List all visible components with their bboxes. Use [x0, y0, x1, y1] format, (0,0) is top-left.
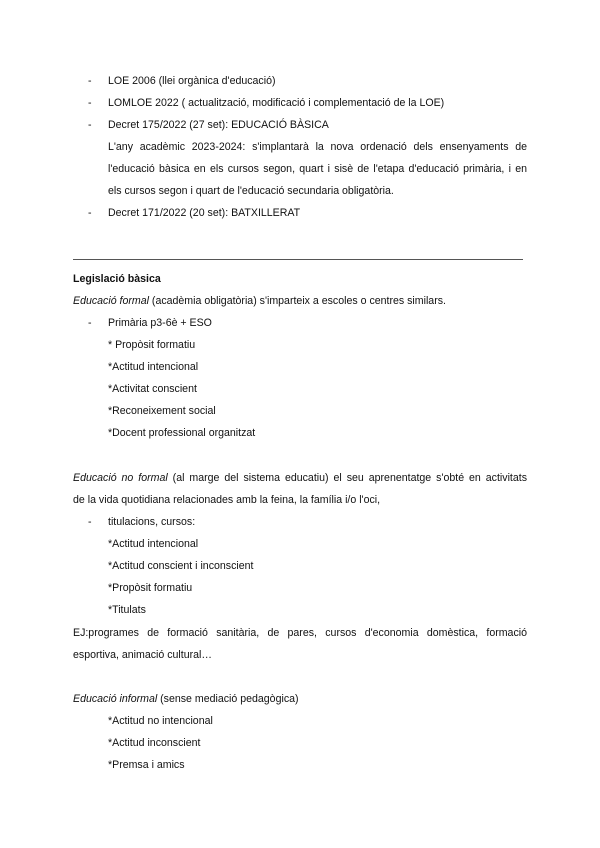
informal-trait: *Premsa i amics — [108, 759, 185, 771]
list-item-decret-171: Decret 171/2022 (20 set): BATXILLERAT — [108, 207, 301, 219]
no-formal-definition — [73, 471, 527, 485]
formal-trait: *Activitat conscient — [108, 383, 197, 395]
list-item-lomloe: LOMLOE 2022 ( actualització, modificació i complementació de la LOE) — [108, 97, 445, 109]
no-formal-trait: *Propòsit formatiu — [108, 582, 193, 594]
horizontal-rule — [73, 259, 523, 260]
informal-trait: *Actitud inconscient — [108, 737, 201, 749]
decret-note-line: l'educació bàsica en els cursos segon, quart i sisè de l'etapa d'educació primària, i en — [108, 163, 527, 175]
list-item-decret-175: Decret 175/2022 (27 set): EDUCACIÓ BÀSICA — [108, 119, 329, 131]
no-formal-trait: *Titulats — [108, 604, 146, 616]
formal-definition — [73, 294, 446, 308]
formal-rest: (acadèmia obligatòria) s'imparteix a escoles o centres similars. — [148, 295, 446, 307]
no-formal-trait: *Actitud intencional — [108, 538, 199, 550]
formal-term: Educació formal — [73, 295, 149, 307]
no-formal-example: esportiva, animació cultural… — [73, 649, 212, 661]
no-formal-term: Educació no formal — [73, 472, 168, 484]
no-formal-trait: *Actitud conscient i inconscient — [108, 560, 254, 572]
list-dash: - — [88, 207, 92, 219]
no-formal-example: EJ:programes de formació sanitària, de pares, cursos d'economia domèstica, formació — [73, 627, 527, 639]
formal-trait: *Actitud intencional — [108, 361, 199, 373]
list-dash: - — [88, 119, 92, 131]
section-heading: Legislació bàsica — [73, 273, 161, 285]
informal-trait: *Actitud no intencional — [108, 715, 213, 727]
formal-item: Primària p3-6è + ESO — [108, 317, 212, 329]
decret-note-line: els cursos segon i quart de l'educació secundaria obligatòria. — [108, 185, 394, 197]
informal-definition — [73, 692, 299, 706]
decret-note-line: L'any acadèmic 2023-2024: s'implantarà la nova ordenació dels ensenyaments de — [108, 141, 527, 153]
no-formal-item: titulacions, cursos: — [108, 516, 196, 528]
list-dash: - — [88, 317, 92, 329]
no-formal-line2: de la vida quotidiana relacionades amb la feina, la família i/o l'oci, — [73, 494, 381, 506]
formal-trait: *Reconeixement social — [108, 405, 216, 417]
list-dash: - — [88, 97, 92, 109]
list-dash: - — [88, 75, 92, 87]
formal-trait: *Docent professional organitzat — [108, 427, 256, 439]
formal-trait: * Propòsit formatiu — [108, 339, 196, 351]
no-formal-rest: (al marge del sistema educatiu) el seu aprenentatge s'obté en activitats — [167, 472, 527, 484]
informal-term: Educació informal — [73, 693, 158, 705]
informal-rest: (sense mediació pedagògica) — [157, 693, 299, 705]
list-item-loe: LOE 2006 (llei orgànica d'educació) — [108, 75, 276, 87]
list-dash: - — [88, 516, 92, 528]
